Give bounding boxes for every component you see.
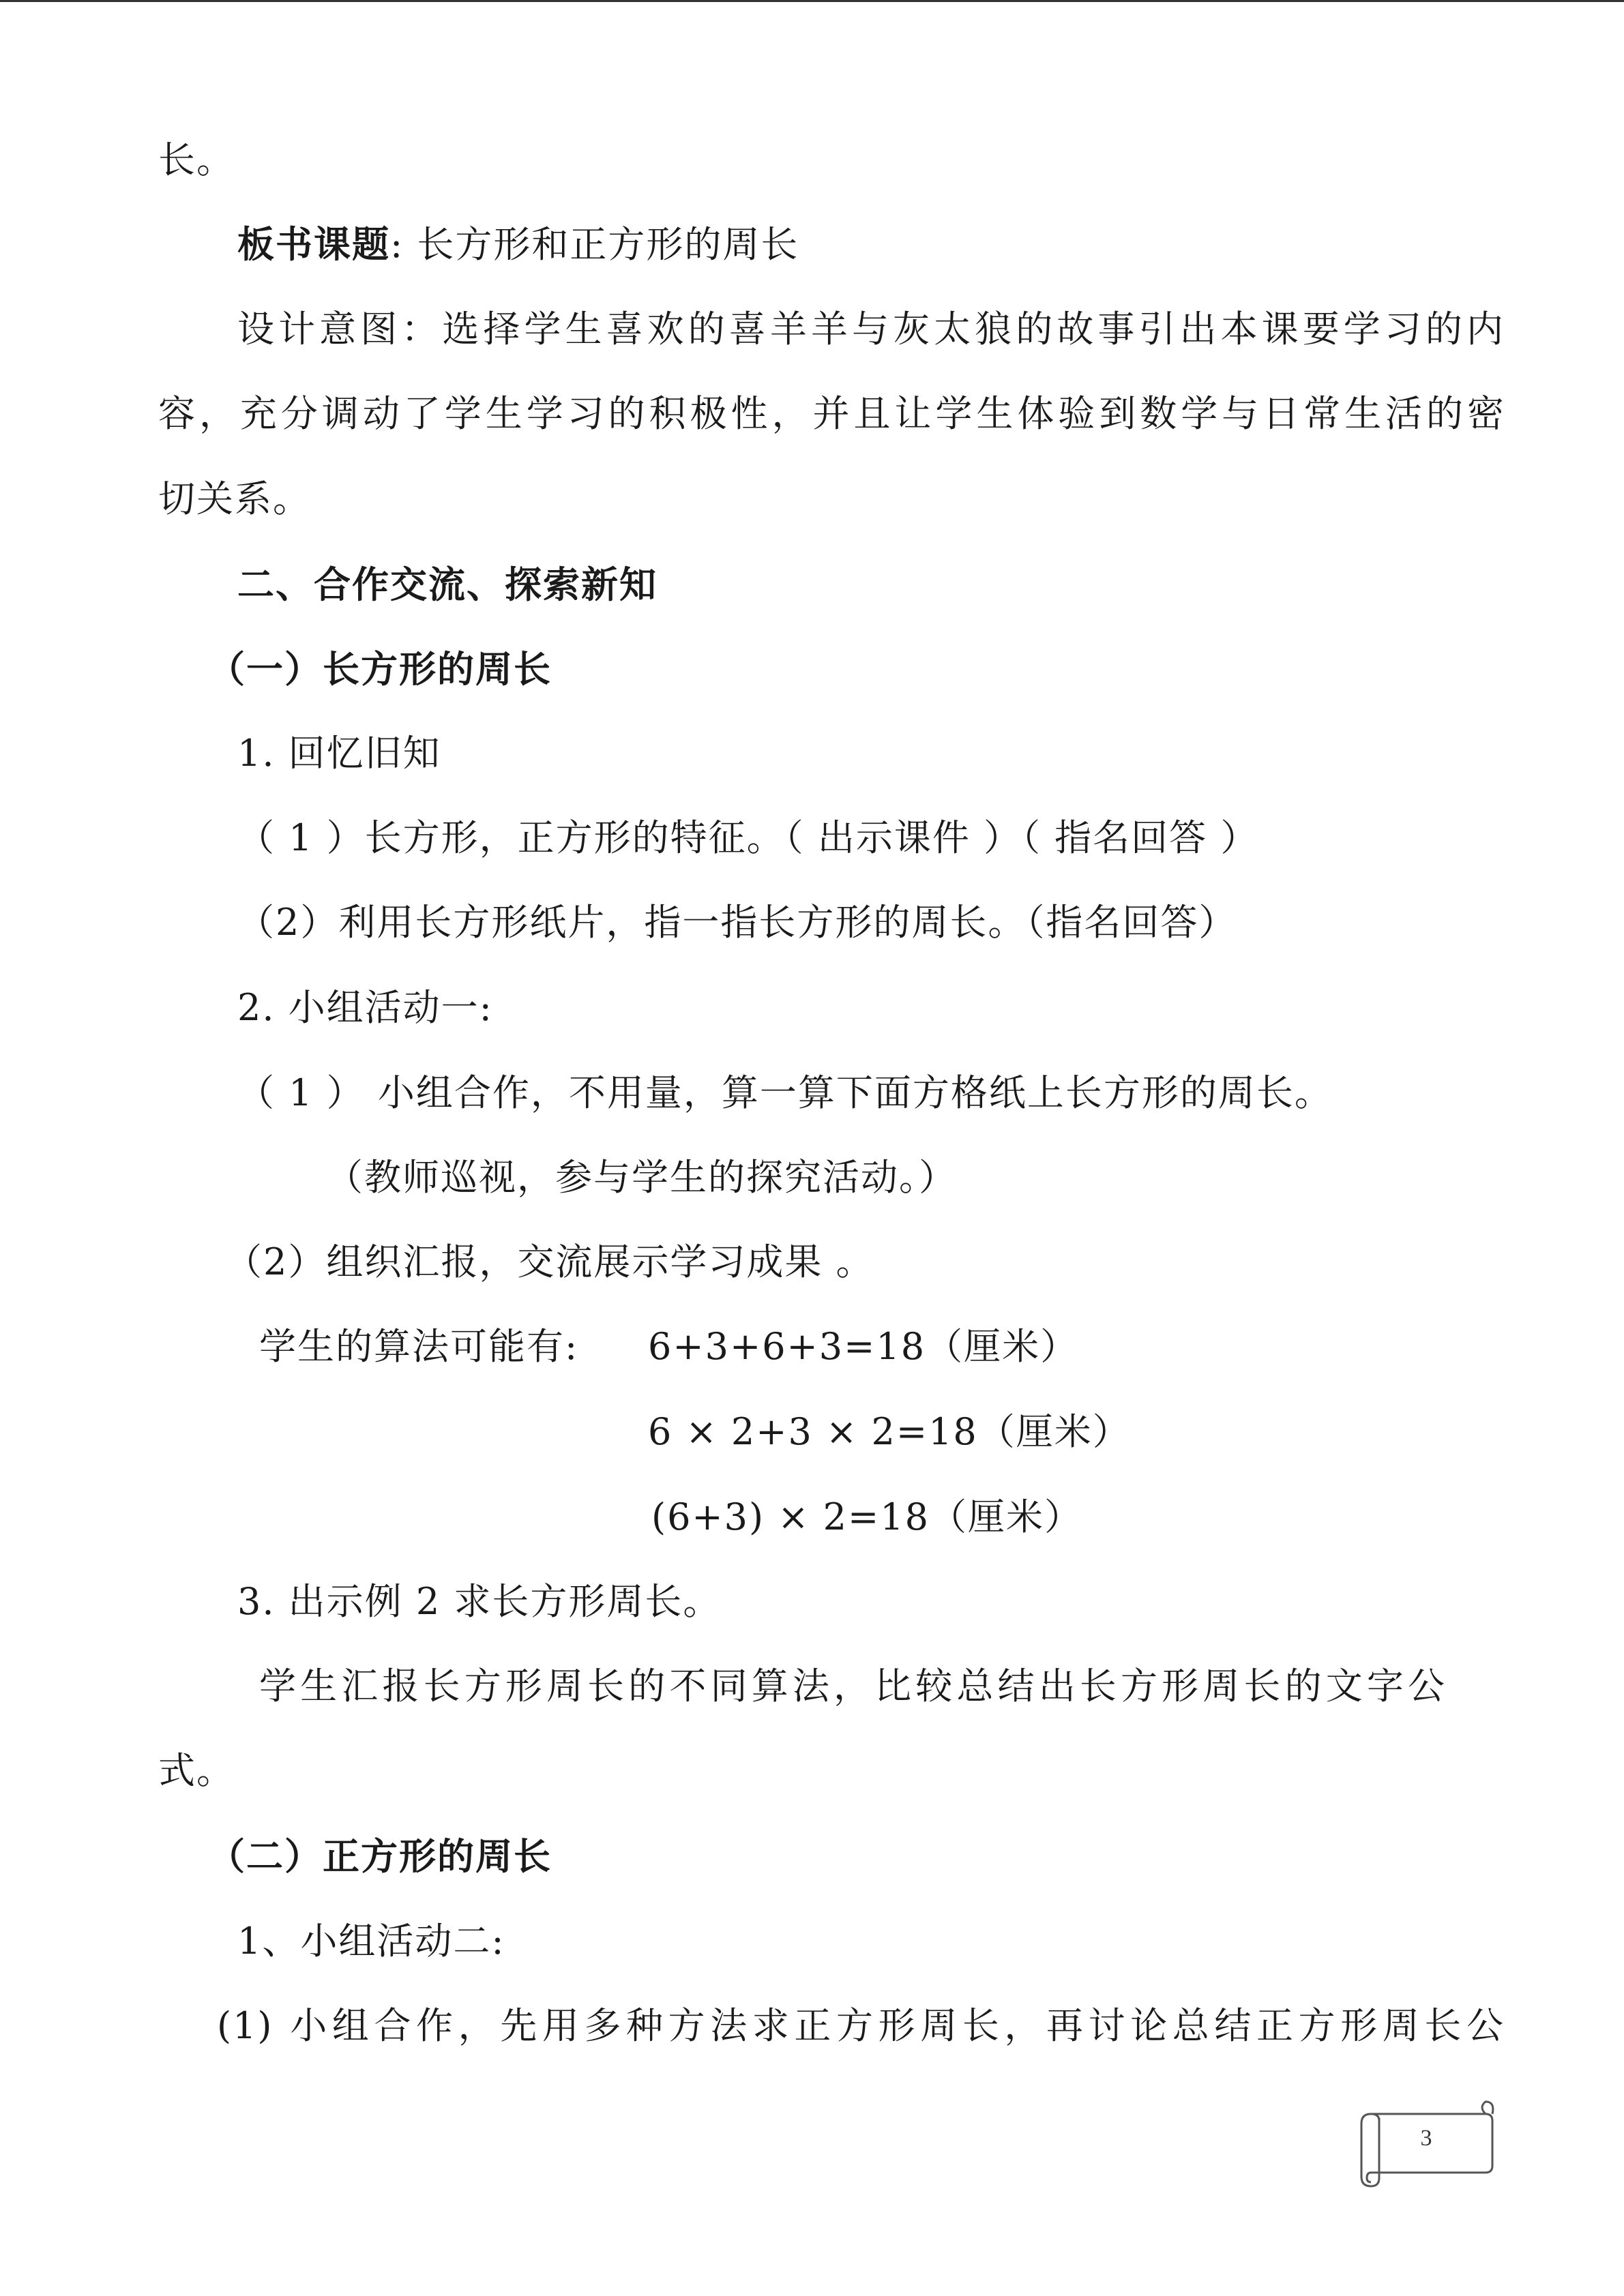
section-heading-2: 二、合作交流、探索新知 [237, 563, 658, 606]
line-13: （教师巡视，参与学生的探究活动。） [326, 1156, 957, 1199]
board-title-label: 板书课题 [237, 222, 390, 266]
line-22: 1、小组活动二: [237, 1920, 505, 1963]
subsection-heading-rect: （一）长方形的周长 [208, 647, 552, 691]
formula-2: 6 × 2+3 × 2=18（厘米） [648, 1410, 1131, 1453]
formula-3: (6+3) × 2=18（厘米） [651, 1495, 1082, 1538]
line-01: 长。 [158, 138, 235, 181]
line-18: 3. 出示例 2 求长方形周长。 [237, 1580, 722, 1623]
line-12: （ 1 ） 小组合作，不用量，算一算下面方格纸上长方形的周长。 [237, 1071, 1333, 1114]
line-15-label: 学生的算法可能有: [259, 1325, 579, 1368]
formula-1: 6+3+6+3=18（厘米） [648, 1325, 1079, 1368]
board-title-text: : 长方形和正方形的周长 [390, 223, 799, 266]
page-number: 3 [1420, 2126, 1432, 2151]
line-19: 学生汇报长方形周长的不同算法，比较总结出长方形周长的文字公 [259, 1665, 1446, 1708]
line-23: (1) 小组合作，先用多种方法求正方形周长，再讨论总结正方形周长公 [217, 2004, 1505, 2047]
line-11: 2. 小组活动一: [237, 986, 493, 1029]
line-08: 1. 回忆旧知 [237, 732, 441, 775]
line-10: （2）利用长方形纸片，指一指长方形的周长。（指名回答） [237, 901, 1237, 944]
line-20: 式。 [158, 1749, 235, 1792]
line-02 [237, 220, 799, 269]
line-05: 切关系。 [158, 477, 311, 520]
subsection-heading-square: （二）正方形的周长 [208, 1834, 552, 1878]
line-09: （ 1 ）长方形，正方形的特征。（ 出示课件 ）（ 指名回答 ） [237, 816, 1259, 859]
line-14: （2）组织汇报，交流展示学习成果 。 [225, 1240, 874, 1283]
page-top-border [0, 0, 1624, 2]
line-04: 容，充分调动了学生学习的积极性，并且让学生体验到数学与日常生活的密 [158, 392, 1505, 435]
line-03: 设计意图：选择学生喜欢的喜羊羊与灰太狼的故事引出本课要学习的内 [237, 308, 1505, 351]
